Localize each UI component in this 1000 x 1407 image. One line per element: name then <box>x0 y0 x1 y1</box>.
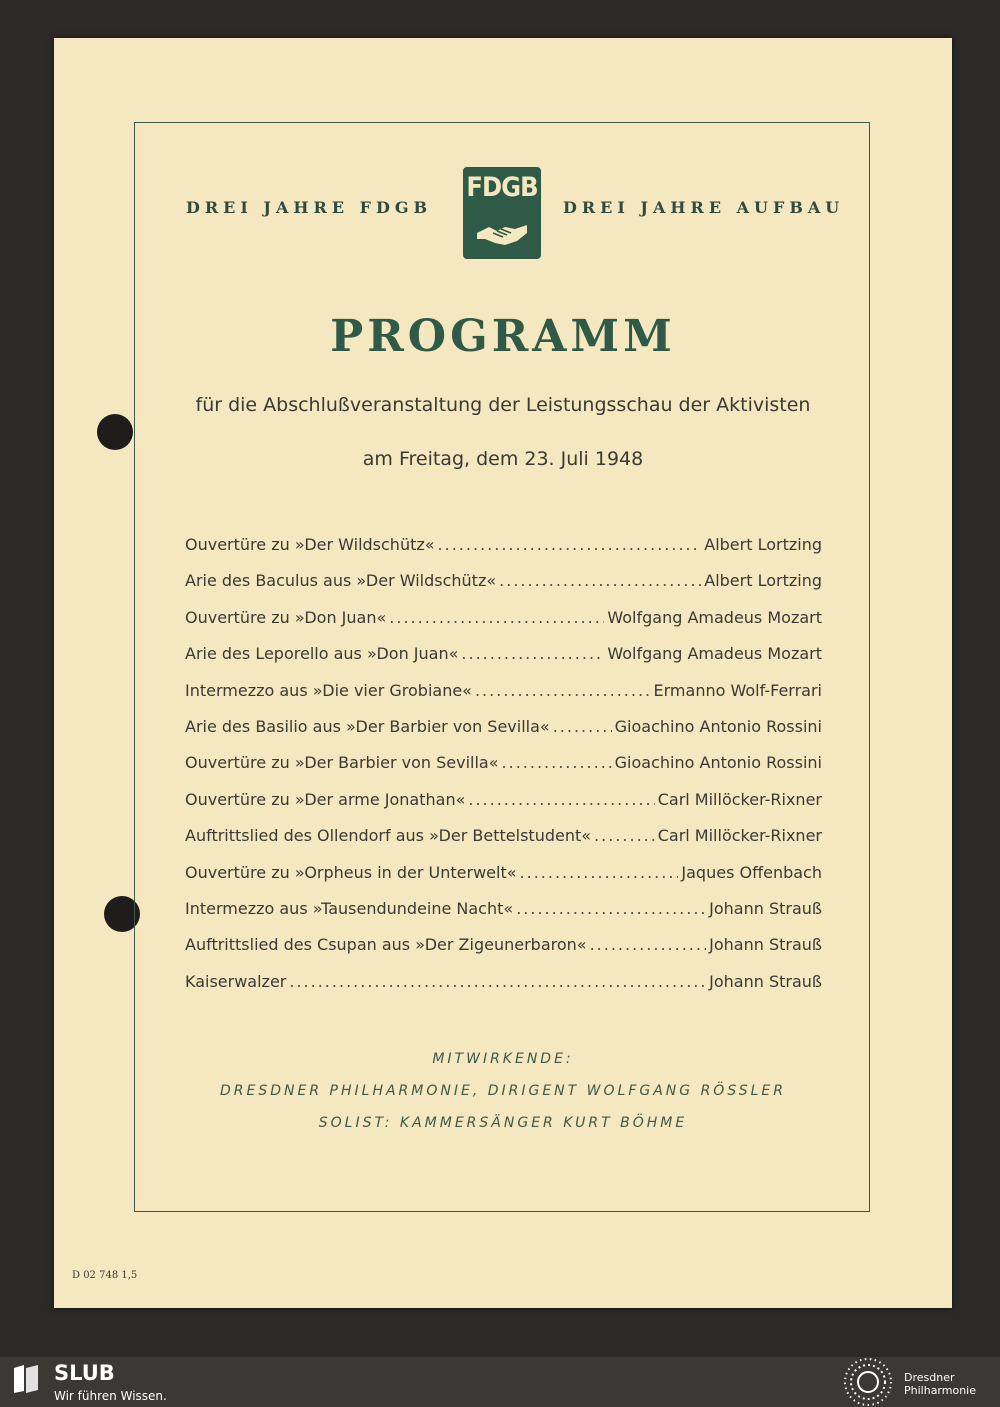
program-list <box>185 535 822 1008</box>
fdgb-logo-text: FDGB <box>466 172 538 203</box>
composer-name: Johann Strauß <box>709 898 822 918</box>
page-title: PROGRAMM <box>330 311 676 362</box>
piece-title: Auftrittslied des Csupan aus »Der Zigeunerbaron« <box>185 935 587 955</box>
composer-name: Johann Strauß <box>709 971 822 991</box>
dot-leader <box>553 717 612 736</box>
composer-name: Wolfgang Amadeus Mozart <box>607 607 822 627</box>
fdgb-logo <box>463 167 541 259</box>
program-item <box>185 717 822 753</box>
program-sheet <box>54 38 952 1308</box>
book-icon <box>12 1364 40 1394</box>
credits-orchestra: DRESDNER PHILHARMONIE, DIRIGENT WOLFGANG RÖSSLER <box>220 1083 786 1099</box>
composer-name: Albert Lortzing <box>704 535 822 554</box>
program-item <box>185 571 822 607</box>
partner-name-line1: Dresdner <box>904 1371 955 1384</box>
piece-title: Ouvertüre zu »Der arme Jonathan« <box>185 789 466 809</box>
slub-logo-text[interactable]: SLUB <box>54 1361 115 1385</box>
program-item <box>185 608 822 644</box>
slub-tagline: Wir führen Wissen. <box>54 1389 167 1403</box>
program-item <box>185 535 822 571</box>
program-item <box>185 681 822 717</box>
composer-name: Albert Lortzing <box>704 571 822 591</box>
credits-heading: MITWIRKENDE: <box>432 1051 574 1067</box>
event-subtitle: für die Abschlußveranstaltung der Leistungsschau der Aktivisten <box>195 394 811 416</box>
composer-name: Gioachino Antonio Rossini <box>614 753 822 773</box>
composer-name: Ermanno Wolf-Ferrari <box>653 680 822 700</box>
composer-name: Gioachino Antonio Rossini <box>614 716 822 736</box>
program-item <box>185 972 822 1008</box>
dot-leader <box>594 826 655 845</box>
dot-leader <box>438 535 702 554</box>
dot-leader <box>590 935 707 954</box>
program-item <box>185 644 822 680</box>
program-item <box>185 753 822 789</box>
piece-title: Ouvertüre zu »Der Wildschütz« <box>185 535 435 554</box>
dot-leader <box>516 899 706 918</box>
event-date: am Freitag, dem 23. Juli 1948 <box>362 448 644 470</box>
composer-name: Jaques Offenbach <box>681 862 822 882</box>
catalog-number: D 02 748 1,5 <box>72 1270 138 1281</box>
program-item <box>185 863 822 899</box>
dot-leader <box>468 790 654 809</box>
composer-name: Johann Strauß <box>709 935 822 955</box>
dot-leader <box>289 972 706 991</box>
piece-title: Ouvertüre zu »Don Juan« <box>185 607 387 627</box>
piece-title: Auftrittslied des Ollendorf aus »Der Bettelstudent« <box>185 826 592 846</box>
header-right-text: DREI JAHRE AUFBAU <box>563 198 845 217</box>
partner-name-line2: Philharmonie <box>904 1384 976 1397</box>
dot-leader <box>389 608 604 627</box>
piece-title: Ouvertüre zu »Orpheus in der Unterwelt« <box>185 862 517 882</box>
dot-leader <box>461 644 604 663</box>
dot-leader <box>475 681 651 700</box>
piece-title: Intermezzo aus »Tausendundeine Nacht« <box>185 898 514 918</box>
handshake-icon <box>475 219 529 249</box>
footer-bar <box>0 1357 1000 1407</box>
program-item <box>185 935 822 971</box>
dot-leader <box>520 863 679 882</box>
program-item <box>185 790 822 826</box>
partner-name <box>904 1371 976 1397</box>
punch-hole-top <box>97 414 133 450</box>
piece-title: Arie des Baculus aus »Der Wildschütz« <box>185 571 497 591</box>
piece-title: Intermezzo aus »Die vier Grobiane« <box>185 680 472 700</box>
program-item <box>185 826 822 862</box>
composer-name: Wolfgang Amadeus Mozart <box>607 644 822 664</box>
composer-name: Carl Millöcker-Rixner <box>657 789 822 809</box>
header-left-text: DREI JAHRE FDGB <box>186 198 433 217</box>
sunburst-logo-icon[interactable] <box>842 1357 894 1407</box>
composer-name: Carl Millöcker-Rixner <box>657 826 822 846</box>
dot-leader <box>502 753 612 772</box>
piece-title: Arie des Leporello aus »Don Juan« <box>185 644 459 664</box>
piece-title: Kaiserwalzer <box>185 971 287 991</box>
piece-title: Arie des Basilio aus »Der Barbier von Sevilla« <box>185 716 550 736</box>
piece-title: Ouvertüre zu »Der Barbier von Sevilla« <box>185 753 499 773</box>
dot-leader <box>499 571 701 590</box>
program-item <box>185 899 822 935</box>
credits-soloist: SOLIST: KAMMERSÄNGER KURT BÖHME <box>318 1115 688 1131</box>
